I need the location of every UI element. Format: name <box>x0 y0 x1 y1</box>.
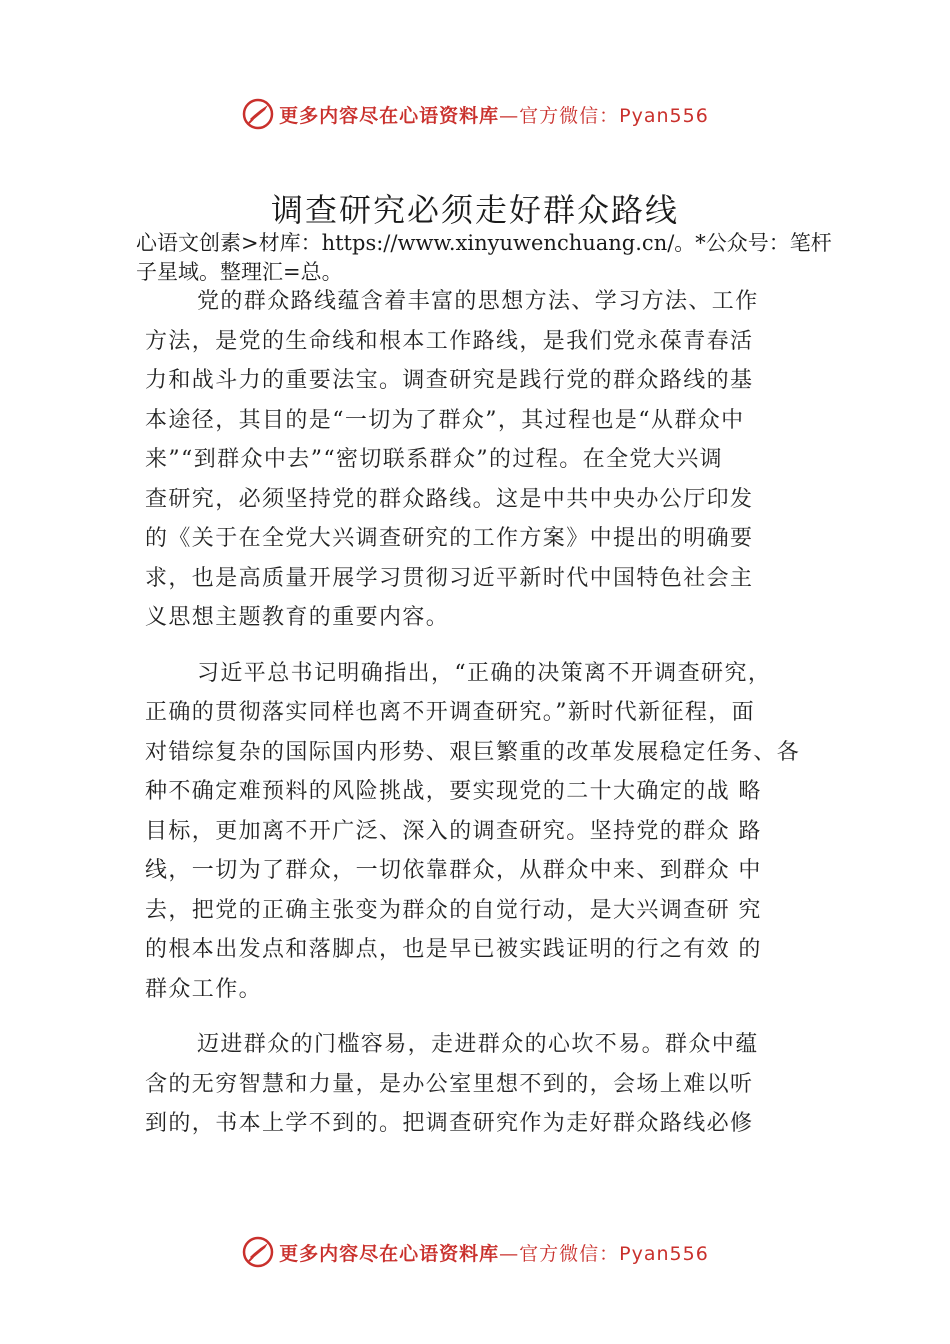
banner-brand: 更多内容尽在心语资料库 <box>279 1242 500 1265</box>
text-line: 习近平总书记明确指出，“正确的决策离不开调查研究， <box>197 660 772 686</box>
banner-dash: — <box>499 104 520 127</box>
text-line: 对错综复杂的国际国内形势、艰巨繁重的改革发展稳定任务、各 <box>145 739 801 765</box>
text-line: 到的，书本上学不到的。把调查研究作为走好群众路线必修 <box>145 1111 754 1136</box>
book-quill-logo-icon <box>241 1235 275 1269</box>
text-line: 查研究，必须坚持党的群众路线。这是中共中央办公厅印发 <box>145 486 754 512</box>
book-quill-logo-icon <box>241 97 275 131</box>
text-line: 线，一切为了群众，一切依靠群众，从群众中来、到群众 中 <box>145 858 762 883</box>
text-line: 群众工作。 <box>145 976 263 1002</box>
paragraph <box>145 282 828 638</box>
text-line: 力和战斗力的重要法宝。调查研究是践行党的群众路线的基 <box>145 368 754 393</box>
banner-dash: — <box>499 1242 520 1265</box>
paragraph <box>145 1025 828 1144</box>
text-line: 义思想主题教育的重要内容。 <box>145 605 450 630</box>
text-line: 目标，更加离不开广泛、深入的调查研究。坚持党的群众 路 <box>145 818 762 844</box>
document-body <box>145 282 828 1144</box>
document-title: 调查研究必须走好群众路线 <box>270 191 679 229</box>
text-line: 含的无穷智慧和力量，是办公室里想不到的，会场上难以听 <box>145 1071 754 1097</box>
text-line: 本途径，其目的是“一切为了群众”，其过程也是“从群众中 <box>145 407 745 433</box>
text-line: 方法，是党的生命线和根本工作路线，是我们党永葆青春活 <box>145 328 754 354</box>
banner-brand: 更多内容尽在心语资料库 <box>279 104 500 127</box>
footer-banner <box>0 1232 950 1272</box>
text-line: 正确的贯彻落实同样也离不开调查研究。”新时代新征程，面 <box>145 700 756 725</box>
source-line: 心语文创素>材库：https://www.xinyuwenchuang.cn/。*公众号：笔杆子星域。整理汇=总。 <box>136 231 832 284</box>
text-line: 种不确定难预料的风险挑战，要实现党的二十大确定的战 略 <box>145 779 762 804</box>
text-line: 的《关于在全党大兴调查研究的工作方案》中提出的明确要 <box>145 526 754 551</box>
banner-text <box>279 101 709 128</box>
banner-text <box>279 1239 709 1266</box>
text-line: 的根本出发点和落脚点，也是早已被实践证明的行之有效 的 <box>145 937 762 962</box>
text-line: 求，也是高质量开展学习贯彻习近平新时代中国特色社会主 <box>145 565 754 591</box>
text-line: 去，把党的正确主张变为群众的自觉行动，是大兴调查研 究 <box>145 897 762 923</box>
text-line: 迈进群众的门槛容易，走进群众的心坎不易。群众中蕴 <box>197 1032 759 1057</box>
text-line: 来”“到群众中去”“密切联系群众”的过程。在全党大兴调 <box>145 447 724 472</box>
text-line: 党的群众路线蕴含着丰富的思想方法、学习方法、工作 <box>197 289 759 314</box>
header-banner <box>0 94 950 134</box>
banner-wechat: 官方微信：Pyan556 <box>519 104 709 127</box>
paragraph <box>145 654 828 1010</box>
banner-wechat: 官方微信：Pyan556 <box>519 1242 709 1265</box>
